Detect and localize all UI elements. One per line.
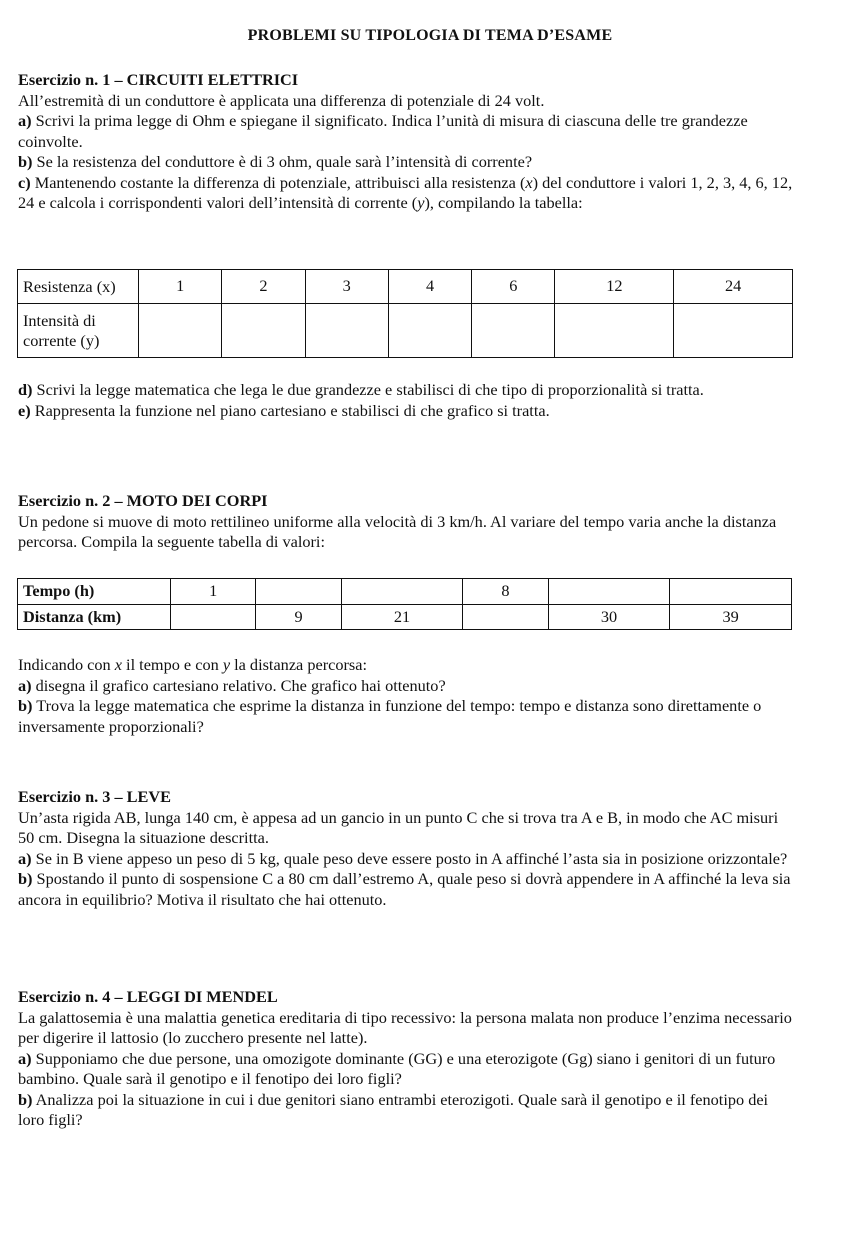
row-header-resistance: Resistenza (x) — [18, 270, 139, 304]
exercise-1-continued — [18, 380, 793, 421]
table-cell — [256, 579, 341, 605]
table-cell: 6 — [472, 270, 555, 304]
table-cell-empty — [388, 304, 471, 358]
table-row — [18, 304, 793, 358]
exercise-4 — [18, 987, 793, 1131]
exercise-2-intro: Un pedone si muove di moto rettilineo uniforme alla velocità di 3 km/h. Al variare del tempo varia anche la distanza percorsa. Compila la seguente tabella di valori: — [18, 511, 777, 551]
table-cell: 1 — [171, 579, 256, 605]
exercise-3 — [18, 787, 793, 910]
item-c-text-3: ), compilando la tabella: — [424, 193, 583, 212]
exercise-2-lead — [18, 655, 793, 676]
item-b-label: b) — [18, 1089, 33, 1109]
lead-text-3: la distanza percorsa: — [230, 655, 368, 674]
table-cell — [463, 604, 548, 630]
table-cell-empty — [222, 304, 305, 358]
exercise-4-intro: La galattosemia è una malattia genetica ereditaria di tipo recessivo: la persona malata non produce l’enzima necessario per digerire il lattosio (lo zucchero presente nel latte). — [18, 1007, 792, 1047]
item-a-text: Se in B viene appeso un peso di 5 kg, quale peso deve essere posto in A affinché l’asta sia in posizione orizzontale? — [31, 848, 788, 868]
item-e-text: Rappresenta la funzione nel piano cartesiano e stabilisci di che grafico si tratta. — [30, 400, 550, 420]
exercise-1-heading: Esercizio n. 1 – CIRCUITI ELETTRICI — [18, 70, 299, 89]
table-cell — [670, 579, 792, 605]
page-title: PROBLEMI SU TIPOLOGIA DI TEMA D’ESAME — [247, 27, 613, 44]
row-header-time: Tempo (h) — [18, 579, 171, 605]
table-cell-empty — [555, 304, 674, 358]
table-cell: 21 — [341, 604, 463, 630]
exercise-2-item-b — [18, 696, 793, 737]
exercise-4-item-b — [18, 1090, 793, 1131]
variable-y: y — [417, 193, 425, 212]
exercise-1 — [18, 70, 793, 214]
variable-x: x — [525, 172, 533, 192]
item-b-label: b) — [18, 869, 33, 888]
table-cell — [341, 579, 463, 605]
exercise-3-intro: Un’asta rigida AB, lunga 140 cm, è appesa ad un gancio in un punto C che si trova tra A e B, in modo che AC misuri 50 cm. Disegna la situazione descritta. — [18, 807, 779, 847]
exercise-2 — [18, 491, 793, 553]
item-a-label: a) — [18, 1048, 32, 1068]
table-cell: 12 — [555, 270, 674, 304]
item-a-label: a) — [18, 848, 32, 868]
table-cell — [548, 579, 670, 605]
item-a-text: Supponiamo che due persone, una omozigote dominante (GG) e una eterozigote (Gg) siano i genitori di un futuro bambino. Quale sarà il genotipo e il fenotipo dei loro figli? — [18, 1048, 776, 1088]
table-row — [18, 270, 793, 304]
table-cell — [171, 604, 256, 630]
exercise-1-item-c — [18, 173, 793, 214]
exercise-1-intro: All’estremità di un conduttore è applicata una differenza di potenziale di 24 volt. — [18, 90, 545, 110]
table-row — [18, 579, 792, 605]
item-a-label: a) — [18, 111, 32, 130]
item-b-text: Se la resistenza del conduttore è di 3 ohm, quale sarà l’intensità di corrente? — [32, 152, 533, 171]
exercise-3-heading: Esercizio n. 3 – LEVE — [18, 787, 172, 806]
exercise-3-item-b — [18, 869, 793, 910]
table-cell: 39 — [670, 604, 792, 630]
item-a-text: disegna il grafico cartesiano relativo. Che grafico hai ottenuto? — [31, 675, 446, 695]
exercise-2-heading: Esercizio n. 2 – MOTO DEI CORPI — [18, 491, 268, 510]
item-b-text: Analizza poi la situazione in cui i due genitori siano entrambi eterozigoti. Quale sarà il genotipo e il fenotipo dei loro figli? — [18, 1089, 769, 1129]
item-d-label: d) — [18, 380, 33, 399]
table-cell: 24 — [674, 270, 793, 304]
lead-text-2: il tempo e con — [121, 655, 223, 674]
table-cell-empty — [674, 304, 793, 358]
exercise-1-item-b — [18, 152, 793, 173]
table-cell-empty — [472, 304, 555, 358]
item-b-label: b) — [18, 152, 33, 171]
item-c-label: c) — [18, 172, 31, 192]
table-cell: 3 — [305, 270, 388, 304]
item-a-label: a) — [18, 675, 32, 695]
table-cell: 8 — [463, 579, 548, 605]
table-cell: 2 — [222, 270, 305, 304]
exercise-1-item-e — [18, 401, 793, 422]
exercise-2-questions — [18, 655, 793, 737]
item-b-text: Spostando il punto di sospensione C a 80 cm dall’estremo A, quale peso si dovrà appendere in A affinché la leva sia ancora in equilibrio? Motiva il risultato che hai ottenuto. — [18, 869, 791, 909]
table-row — [18, 604, 792, 630]
exercise-2-item-a — [18, 676, 793, 697]
table-cell: 4 — [388, 270, 471, 304]
time-distance-table — [17, 578, 792, 630]
item-b-label: b) — [18, 696, 33, 715]
exercise-4-heading: Esercizio n. 4 – LEGGI DI MENDEL — [18, 987, 278, 1006]
table-cell: 9 — [256, 604, 341, 630]
item-b-text: Trova la legge matematica che esprime la distanza in funzione del tempo: tempo e distanza sono direttamente o inversamente proporzionali? — [18, 696, 762, 736]
exercise-1-item-d — [18, 380, 793, 401]
item-a-text: Scrivi la prima legge di Ohm e spiegane il significato. Indica l’unità di misura di ciascuna delle tre grandezze coinvolte. — [18, 111, 748, 151]
item-e-label: e) — [18, 400, 31, 420]
row-header-current: Intensità di corrente (y) — [18, 304, 139, 358]
item-d-text: Scrivi la legge matematica che lega le due grandezze e stabilisci di che tipo di proporzionalità si tratta. — [32, 380, 704, 399]
exercise-4-item-a — [18, 1049, 793, 1090]
variable-y: y — [222, 655, 231, 674]
lead-text-1: Indicando con — [18, 655, 115, 674]
exercise-1-item-a — [18, 111, 793, 152]
table-cell-empty — [139, 304, 222, 358]
table-cell-empty — [305, 304, 388, 358]
item-c-text-1: Mantenendo costante la differenza di potenziale, attribuisci alla resistenza ( — [30, 172, 526, 192]
variable-x: x — [114, 655, 122, 674]
table-cell: 30 — [548, 604, 670, 630]
exercise-3-item-a — [18, 849, 793, 870]
resistance-current-table — [17, 269, 793, 358]
row-header-distance: Distanza (km) — [18, 604, 171, 630]
item-c-text-2: ) del conduttore i valori 1, 2, 3, 4, 6, 12, 24 e calcola i corrispondenti valori dell’intensità di corrente ( — [18, 172, 793, 212]
table-cell: 1 — [139, 270, 222, 304]
